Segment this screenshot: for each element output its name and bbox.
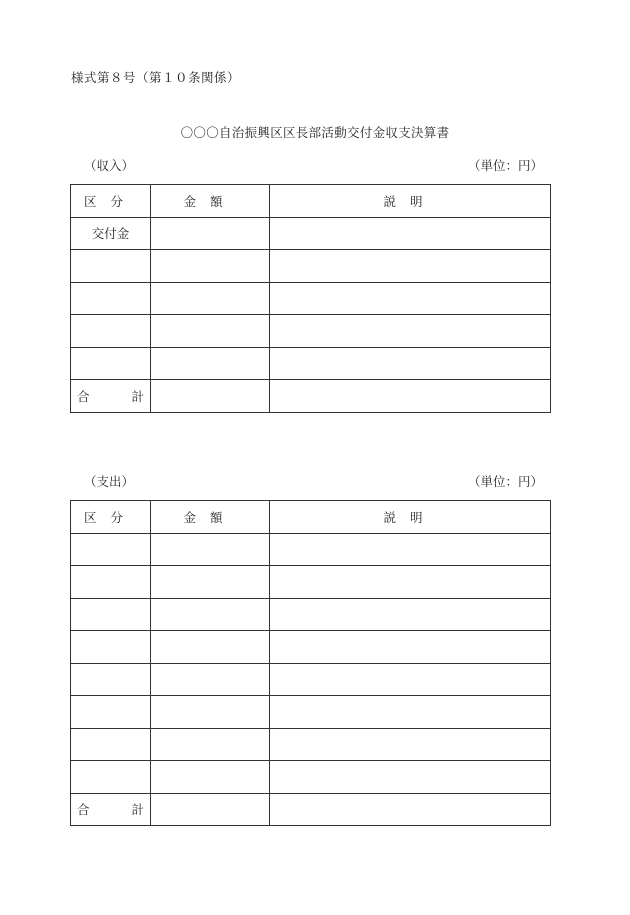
expense-row bbox=[71, 566, 551, 599]
income-row-amount[interactable] bbox=[151, 347, 270, 380]
document-title: 〇〇〇自治振興区区長部活動交付金収支決算書 bbox=[180, 125, 450, 140]
income-row-category[interactable] bbox=[71, 347, 151, 380]
income-total-left: 合 bbox=[77, 388, 90, 404]
income-row bbox=[71, 282, 551, 315]
income-header-description: 説明 bbox=[270, 185, 551, 218]
income-total-right: 計 bbox=[131, 388, 144, 404]
expense-total-row bbox=[71, 793, 551, 826]
expense-row-category[interactable] bbox=[71, 761, 151, 794]
expense-row bbox=[71, 598, 551, 631]
expense-row-description[interactable] bbox=[270, 728, 551, 761]
expense-table bbox=[70, 500, 551, 826]
income-row-description[interactable] bbox=[270, 217, 551, 250]
expense-row bbox=[71, 728, 551, 761]
expense-header-description: 説明 bbox=[270, 501, 551, 534]
income-total-row bbox=[71, 380, 551, 413]
income-row-amount[interactable] bbox=[151, 282, 270, 315]
income-total-amount[interactable] bbox=[151, 380, 270, 413]
expense-row-category[interactable] bbox=[71, 663, 151, 696]
expense-row-description[interactable] bbox=[270, 663, 551, 696]
expense-unit-label: （単位：円） bbox=[467, 474, 543, 489]
income-total-label bbox=[71, 380, 151, 413]
income-row-category[interactable] bbox=[71, 315, 151, 348]
expense-row-amount[interactable] bbox=[151, 663, 270, 696]
expense-row bbox=[71, 533, 551, 566]
income-table bbox=[70, 184, 551, 413]
expense-row bbox=[71, 663, 551, 696]
expense-row bbox=[71, 631, 551, 664]
expense-row-amount[interactable] bbox=[151, 728, 270, 761]
expense-row-category[interactable] bbox=[71, 728, 151, 761]
income-row-description[interactable] bbox=[270, 347, 551, 380]
expense-row-description[interactable] bbox=[270, 533, 551, 566]
expense-row-amount[interactable] bbox=[151, 631, 270, 664]
expense-header-category: 区分 bbox=[71, 501, 151, 534]
income-row-amount[interactable] bbox=[151, 315, 270, 348]
expense-row-category[interactable] bbox=[71, 696, 151, 729]
income-row bbox=[71, 315, 551, 348]
expense-row-description[interactable] bbox=[270, 566, 551, 599]
expense-row-amount[interactable] bbox=[151, 533, 270, 566]
expense-row-category[interactable] bbox=[71, 631, 151, 664]
expense-row-amount[interactable] bbox=[151, 696, 270, 729]
expense-total-amount[interactable] bbox=[151, 793, 270, 826]
income-header-row bbox=[71, 185, 551, 218]
income-unit-label: （単位：円） bbox=[467, 158, 543, 173]
income-section-label: （収入） bbox=[84, 158, 135, 173]
income-row-description[interactable] bbox=[270, 282, 551, 315]
expense-total-right: 計 bbox=[131, 802, 144, 818]
income-row bbox=[71, 347, 551, 380]
expense-row-category[interactable] bbox=[71, 598, 151, 631]
income-row-amount[interactable] bbox=[151, 250, 270, 283]
expense-row-category[interactable] bbox=[71, 533, 151, 566]
income-row bbox=[71, 250, 551, 283]
expense-total-left: 合 bbox=[77, 802, 90, 818]
expense-row bbox=[71, 761, 551, 794]
form-number: 様式第８号（第１０条関係） bbox=[71, 70, 241, 85]
expense-total-description[interactable] bbox=[270, 793, 551, 826]
income-row bbox=[71, 217, 551, 250]
income-row-amount[interactable] bbox=[151, 217, 270, 250]
expense-row-amount[interactable] bbox=[151, 566, 270, 599]
income-row-category[interactable] bbox=[71, 250, 151, 283]
expense-row-description[interactable] bbox=[270, 761, 551, 794]
expense-row-description[interactable] bbox=[270, 631, 551, 664]
income-header-category: 区分 bbox=[71, 185, 151, 218]
expense-row-description[interactable] bbox=[270, 598, 551, 631]
expense-row-description[interactable] bbox=[270, 696, 551, 729]
expense-row bbox=[71, 696, 551, 729]
expense-total-label bbox=[71, 793, 151, 826]
income-row-description[interactable] bbox=[270, 315, 551, 348]
income-row-category[interactable] bbox=[71, 282, 151, 315]
expense-row-amount[interactable] bbox=[151, 598, 270, 631]
expense-section-label: （支出） bbox=[84, 474, 135, 489]
expense-header-row bbox=[71, 501, 551, 534]
expense-header-amount: 金額 bbox=[151, 501, 270, 534]
income-header-amount: 金額 bbox=[151, 185, 270, 218]
income-row-category: 交付金 bbox=[71, 217, 151, 250]
income-row-description[interactable] bbox=[270, 250, 551, 283]
expense-row-category[interactable] bbox=[71, 566, 151, 599]
expense-row-amount[interactable] bbox=[151, 761, 270, 794]
income-total-description[interactable] bbox=[270, 380, 551, 413]
